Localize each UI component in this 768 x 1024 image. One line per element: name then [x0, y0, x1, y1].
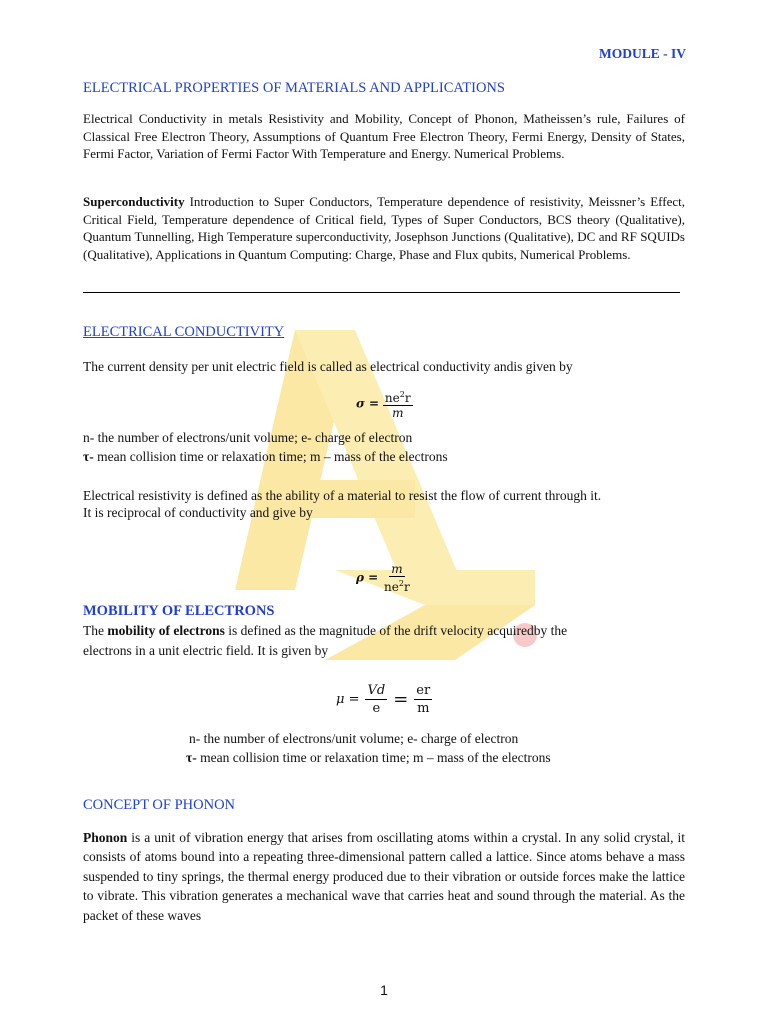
resistivity-numerator: m [391, 562, 403, 576]
conductivity-fraction [383, 388, 413, 420]
resistivity-denominator [382, 577, 412, 594]
mobility-fraction-2 [414, 682, 432, 717]
phonon-paragraph [83, 828, 685, 925]
page-number: 1 [380, 982, 388, 998]
mobility-term: mobility of electrons [107, 623, 225, 638]
conductivity-denominator: m [392, 406, 404, 420]
superconductivity-text: Introduction to Super Conductors, Temperature dependence of resistivity, Meissner’s Effect, Critical Field, Temperature dependence of Critical field, Types of Super Conductors, BCS theory (Qualitative), Quantum Tunnelling, High Temperature superconductivity, Josephson Junctions (Qualitative), DC and RF SQUIDs (Qualitative), Applications in Quantum Computing: Charge, Phase and Flux qubits, Numerical Problems. [83, 194, 685, 262]
phonon-term: Phonon [83, 830, 128, 845]
num-sup: 2 [399, 390, 405, 399]
mu-den-1: e [372, 701, 381, 716]
sigma-lhs: σ = [356, 396, 380, 411]
mobility-formula [336, 682, 432, 717]
conductivity-numerator [383, 388, 413, 406]
num-r: r [404, 391, 411, 405]
resistivity-line-2: It is reciprocal of conductivity and give by [83, 505, 313, 520]
rho-lhs: ρ = [356, 570, 379, 585]
den-sup: 2 [398, 579, 404, 588]
mobility-tau-symbol: τ- [186, 750, 197, 765]
mobility-fraction-1 [365, 682, 387, 717]
num-ne: ne [384, 391, 400, 405]
den-ne: ne [384, 580, 399, 594]
resistivity-line-1: Electrical resistivity is defined as the ability of a material to resist the flow of current through it. [83, 488, 602, 503]
mobility-def-2 [186, 749, 551, 767]
mobility-line-1 [83, 622, 567, 640]
mobility-line-2: electrons in a unit electric field. It is given by [83, 643, 329, 658]
mobility-def-1: n- the number of electrons/unit volume; e- charge of electron [189, 731, 519, 746]
mu-num-1: Vd [367, 683, 386, 698]
den-r: r [403, 580, 410, 594]
mu-lhs: μ = [336, 692, 360, 707]
syllabus-paragraph-1: Electrical Conductivity in metals Resistivity and Mobility, Concept of Phonon, Matheissen’s rule, Failures of Classical Free Electron Theory, Assumptions of Quantum Free Electron Theory, Fermi Energy, Density of States, Fermi Factor, Variation of Fermi Factor With Temperature and Energy. Numerical Problems. [83, 111, 685, 162]
mobility-heading: MOBILITY OF ELECTRONS [83, 603, 275, 619]
conductivity-heading: ELECTRICAL CONDUCTIVITY [83, 324, 285, 340]
conductivity-intro: The current density per unit electric field is called as electrical conductivity andis given by [83, 359, 573, 374]
mu-equals: = [393, 689, 409, 710]
mobility-text-a: The [83, 623, 108, 638]
mu-den-2: m [417, 701, 430, 716]
phonon-text: is a unit of vibration energy that arises from oscillating atoms within a crystal. In any solid crystal, it consists of atoms bound into a repeating three-dimensional pattern called a lattice. Since atoms behave a mass suspended to tiny springs, the thermal energy produced due to their vibration or outside forces make the lattice to vibrate. This vibration generates a mechanical wave that carries heat and sound through the material. As the packet of these waves [83, 830, 685, 923]
superconductivity-term: Superconductivity [83, 194, 185, 209]
resistivity-formula [356, 562, 412, 594]
mu-num-2: er [416, 683, 431, 698]
conductivity-formula [356, 388, 413, 420]
syllabus-title: ELECTRICAL PROPERTIES OF MATERIALS AND APPLICATIONS [83, 80, 505, 96]
mobility-text-b: is defined as the magnitude of the drift velocity acquiredby the [224, 623, 568, 638]
tau-symbol: τ- [83, 449, 94, 464]
tau-def: mean collision time or relaxation time; m – mass of the electrons [93, 449, 448, 464]
section-divider [83, 292, 680, 293]
module-label: MODULE - IV [599, 46, 686, 61]
syllabus-paragraph-2 [83, 193, 685, 263]
conductivity-def-1: n- the number of electrons/unit volume; e- charge of electron [83, 430, 413, 445]
conductivity-def-2 [83, 448, 448, 466]
phonon-heading: CONCEPT OF PHONON [83, 797, 236, 813]
mobility-tau-def: mean collision time or relaxation time; m – mass of the electrons [196, 750, 551, 765]
resistivity-fraction [382, 562, 412, 594]
